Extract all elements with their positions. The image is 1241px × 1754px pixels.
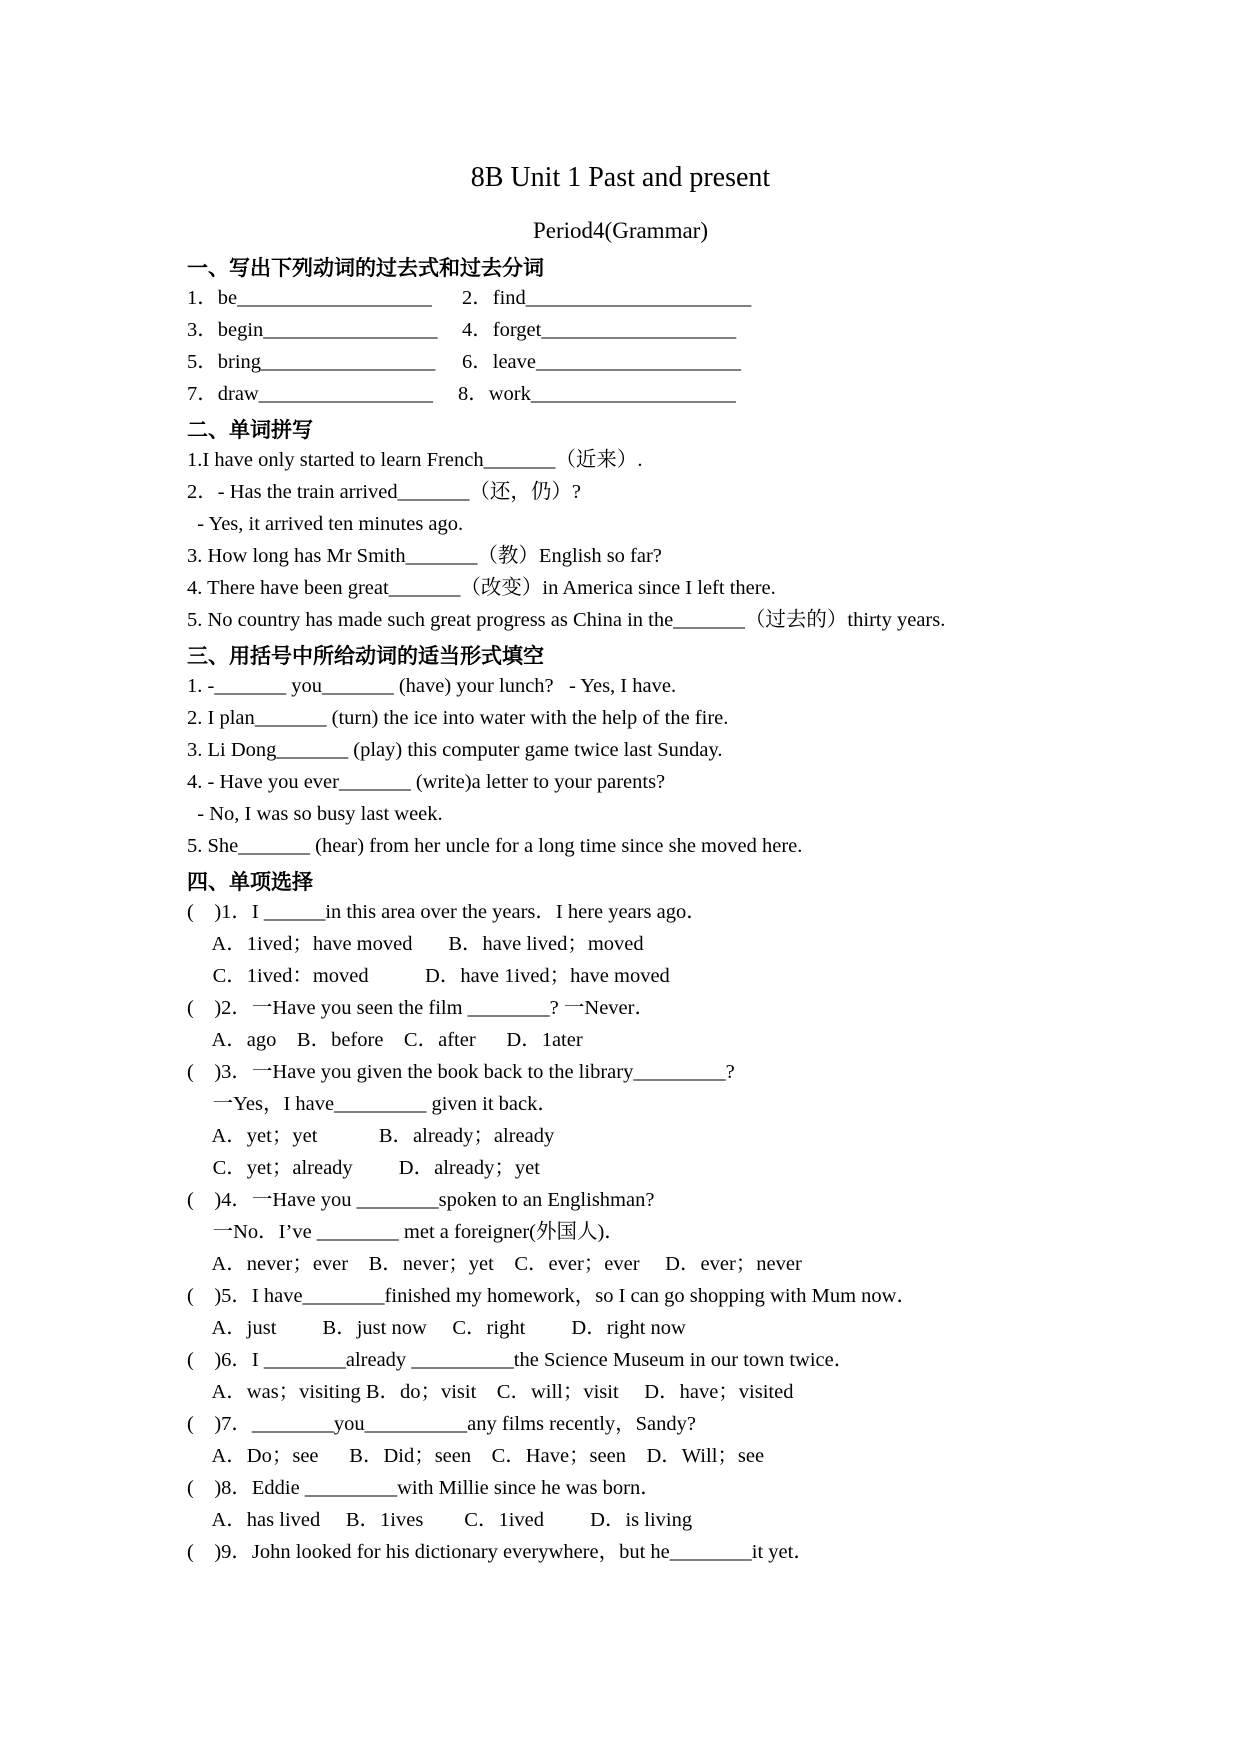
verb-item: 6．leave____________________: [462, 351, 741, 373]
choice-question: 一Yes，I have_________ given it back．: [187, 1093, 558, 1115]
section-3-heading: 三、用括号中所给动词的适当形式填空: [187, 644, 544, 668]
choice-question: ( )7．________you__________any films recently，Sandy?: [187, 1413, 697, 1435]
spelling-question: 2．- Has the train arrived_______（还，仍）?: [187, 481, 581, 503]
choice-question: ( )1．I ______in this area over the years．I here years ago．: [187, 901, 707, 923]
choice-options: A．was；visiting B．do；visit C．will；visit D．have；visited: [187, 1381, 794, 1403]
choice-question: ( )2．一Have you seen the film ________? 一Never．: [187, 997, 655, 1019]
choice-question: ( )9．John looked for his dictionary everywhere，but he________it yet．: [187, 1541, 814, 1563]
fill-in-question: 4. - Have you ever_______ (write)a letter to your parents?: [187, 771, 666, 793]
choice-question: 一No．I’ve ________ met a foreigner(外国人)．: [187, 1221, 625, 1243]
verb-item: 8．work____________________: [458, 383, 736, 405]
choice-question: ( )8．Eddie _________with Millie since he was born．: [187, 1477, 661, 1499]
verb-item: 7．draw_________________: [187, 383, 433, 405]
spelling-question: 4. There have been great_______（改变）in America since I left there.: [187, 577, 776, 599]
choice-question: ( )6．I ________already __________the Science Museum in our town twice．: [187, 1349, 855, 1371]
choice-options: A．just B．just now C．right D．right now: [187, 1317, 686, 1339]
choice-options: C．yet；already D．already；yet: [187, 1157, 540, 1179]
verb-item: 5．bring_________________: [187, 351, 436, 373]
choice-options: A．never；ever B．never；yet C．ever；ever D．ever；never: [187, 1253, 802, 1275]
spelling-question: - Yes, it arrived ten minutes ago.: [187, 513, 464, 535]
choice-options: A．yet；yet B．already；already: [187, 1125, 555, 1147]
choice-question: ( )4．一Have you ________spoken to an Englishman?: [187, 1189, 655, 1211]
section-2-heading: 二、单词拼写: [187, 418, 313, 442]
verb-item: 2．find______________________: [462, 287, 752, 309]
choice-options: A．ago B．before C．after D．1ater: [187, 1029, 583, 1051]
section-1-heading: 一、写出下列动词的过去式和过去分词: [187, 256, 544, 280]
page-title: 8B Unit 1 Past and present: [470, 162, 771, 193]
spelling-question: 5. No country has made such great progress as China in the_______（过去的）thirty years.: [187, 609, 946, 631]
verb-item: 3．begin_________________: [187, 319, 438, 341]
choice-options: A．1ived；have moved B．have lived；moved: [187, 933, 644, 955]
fill-in-question: 3. Li Dong_______ (play) this computer game twice last Sunday.: [187, 739, 723, 761]
choice-question: ( )3．一Have you given the book back to the library_________?: [187, 1061, 735, 1083]
section-4-heading: 四、单项选择: [187, 870, 313, 894]
verb-item: 4．forget___________________: [462, 319, 737, 341]
fill-in-question: 1. -_______ you_______ (have) your lunch? - Yes, I have.: [187, 675, 677, 697]
page-subtitle: Period4(Grammar): [533, 218, 708, 243]
spelling-question: 3. How long has Mr Smith_______（教）English so far?: [187, 545, 662, 567]
choice-options: A．Do；see B．Did；seen C．Have；seen D．Will；see: [187, 1445, 765, 1467]
verb-item: 1．be___________________: [187, 287, 432, 309]
spelling-question: 1.I have only started to learn French_______（近来）.: [187, 449, 643, 471]
choice-question: ( )5．I have________finished my homework，so I can go shopping with Mum now．: [187, 1285, 917, 1307]
choice-options: C．1ived：moved D．have 1ived；have moved: [187, 965, 670, 987]
fill-in-question: 2. I plan_______ (turn) the ice into water with the help of the fire.: [187, 707, 729, 729]
fill-in-question: 5. She_______ (hear) from her uncle for a long time since she moved here.: [187, 835, 803, 857]
fill-in-question: - No, I was so busy last week.: [187, 803, 443, 825]
choice-options: A．has lived B．1ives C．1ived D．is living: [187, 1509, 693, 1531]
